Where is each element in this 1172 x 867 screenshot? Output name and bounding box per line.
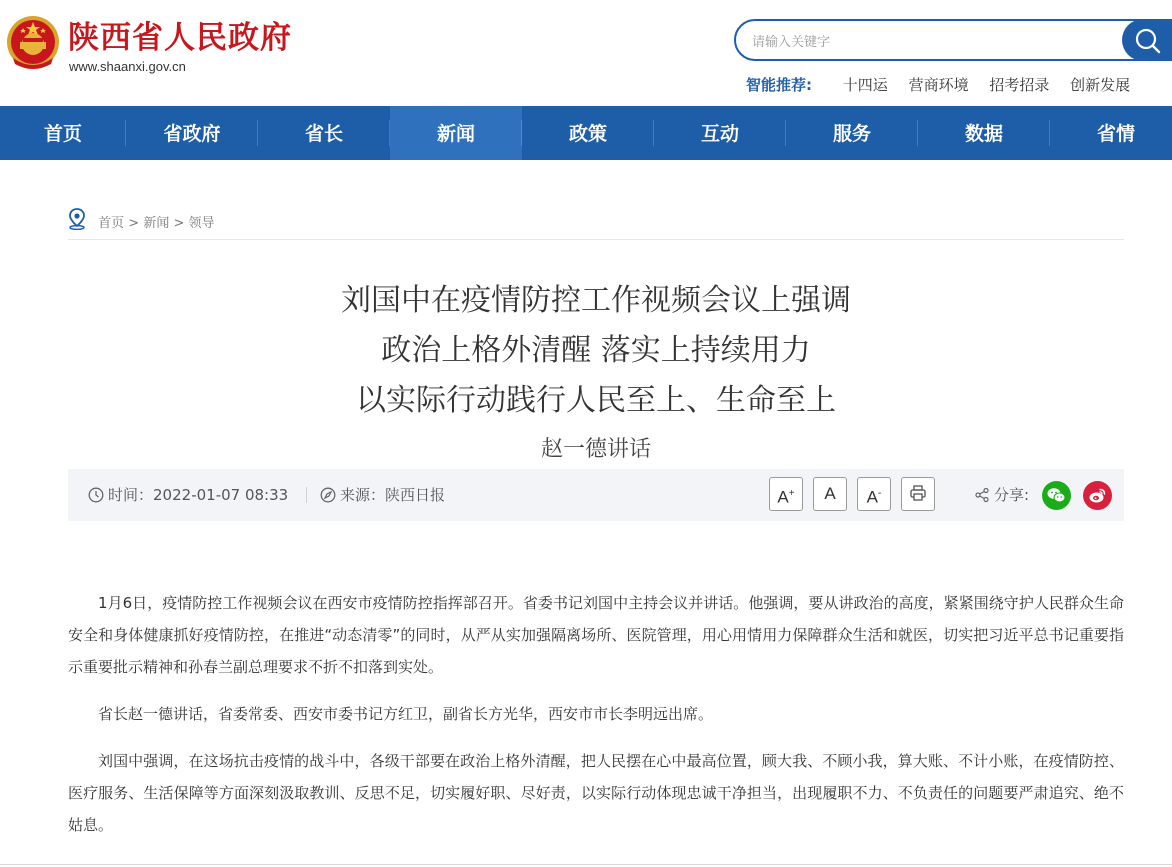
location-icon <box>68 208 86 239</box>
site-name[interactable]: 陕西省人民政府 <box>68 20 292 56</box>
font-larger-label: A <box>777 487 789 507</box>
breadcrumb-leaders[interactable]: 领导 <box>188 216 215 231</box>
breadcrumb-home[interactable]: 首页 <box>98 216 125 231</box>
search-input[interactable] <box>752 32 1112 50</box>
national-emblem-icon[interactable] <box>5 14 61 72</box>
search-box <box>734 19 1172 61</box>
print-icon <box>909 484 927 502</box>
nav-item-home[interactable]: 首页 <box>0 106 126 160</box>
recommend-item[interactable]: 招考招录 <box>989 76 1050 94</box>
clock-icon <box>88 487 104 508</box>
compass-icon <box>320 487 336 508</box>
article-title <box>68 276 1124 472</box>
source-label: 来源： <box>340 486 386 504</box>
title-line: 刘国中在疫情防控工作视频会议上强调 <box>341 283 851 318</box>
plus-icon: + <box>788 488 795 499</box>
recommend-item[interactable]: 十四运 <box>842 76 888 94</box>
publish-time <box>88 485 288 508</box>
divider <box>68 239 1124 240</box>
breadcrumb <box>68 208 215 232</box>
site-header <box>0 0 1172 106</box>
article-source <box>320 485 445 508</box>
nav-item-interaction[interactable]: 互动 <box>654 106 786 160</box>
share-label: 分享: <box>994 486 1030 504</box>
smart-recommend <box>746 75 1146 95</box>
site-url[interactable]: www.shaanxi.gov.cn <box>69 59 186 74</box>
search-icon <box>1134 28 1162 54</box>
font-smaller-button[interactable] <box>857 477 891 511</box>
nav-item-governor[interactable]: 省长 <box>258 106 390 160</box>
breadcrumb-separator: > <box>173 216 185 231</box>
title-line: 政治上格外清醒 落实上持续用力 <box>381 333 811 368</box>
nav-item-province-info[interactable]: 省情 <box>1096 123 1135 145</box>
nav-item-policy[interactable]: 政策 <box>522 106 654 160</box>
meta-separator <box>306 487 307 503</box>
font-normal-label: A <box>824 484 836 503</box>
article-body <box>68 587 1124 856</box>
print-button[interactable] <box>901 477 935 511</box>
divider <box>0 864 1172 865</box>
nav-item-data[interactable]: 数据 <box>918 106 1050 160</box>
wechat-icon[interactable] <box>1042 481 1071 510</box>
time-label: 时间： <box>108 486 154 504</box>
article-paragraph: 省长赵一德讲话，省委常委、西安市委书记方红卫，副省长方光华，西安市市长李明远出席。 <box>98 705 714 723</box>
font-smaller-label: A <box>866 487 878 507</box>
article-paragraph: 1月6日，疫情防控工作视频会议在西安市疫情防控指挥部召开。省委书记刘国中主持会议并讲话。他强调，要从讲政治的高度，紧紧围绕守护人民群众生命安全和身体健康抓好疫情防控，在推进“动态清零”的同时，从严从实加强隔离场所、医院管理，用心用情用力保障群众生活和就医，切实把习近平总书记重要指示重要批示精神和孙春兰副总理要求不折不扣落到实处。 <box>68 594 1124 676</box>
minus-icon: - <box>878 488 882 499</box>
main-nav <box>0 106 1172 160</box>
nav-item-service[interactable]: 服务 <box>786 106 918 160</box>
breadcrumb-news[interactable]: 新闻 <box>143 216 170 231</box>
recommend-item[interactable]: 营商环境 <box>908 76 969 94</box>
title-line: 以实际行动践行人民至上、生命至上 <box>356 383 836 418</box>
article-meta-bar <box>68 469 1124 521</box>
search-button[interactable] <box>1122 19 1172 61</box>
article-subtitle: 赵一德讲话 <box>540 437 651 462</box>
share-icon <box>974 487 990 508</box>
nav-item-news[interactable]: 新闻 <box>390 106 522 160</box>
font-normal-button[interactable] <box>813 477 847 511</box>
article-paragraph: 刘国中强调，在这场抗击疫情的战斗中，各级干部要在政治上格外清醒，把人民摆在心中最高位置，顾大我、不顾小我，算大账、不计小账，在疫情防控、医疗服务、生活保障等方面深刻汲取教训、反思不足，切实履好职、尽好责，以实际行动体现忠诚干净担当，出现履职不力、不负责任的问题要严肃追究、绝不姑息。 <box>68 752 1124 834</box>
nav-item-provincial-gov[interactable]: 省政府 <box>126 106 258 160</box>
smart-recommend-label: 智能推荐: <box>746 76 812 94</box>
share <box>974 485 1029 508</box>
time-value: 2022-01-07 08:33 <box>153 486 289 504</box>
recommend-item[interactable]: 创新发展 <box>1070 76 1131 94</box>
source-value: 陕西日报 <box>385 486 446 504</box>
font-larger-button[interactable] <box>769 477 803 511</box>
weibo-icon[interactable] <box>1083 481 1112 510</box>
breadcrumb-separator: > <box>128 216 140 231</box>
